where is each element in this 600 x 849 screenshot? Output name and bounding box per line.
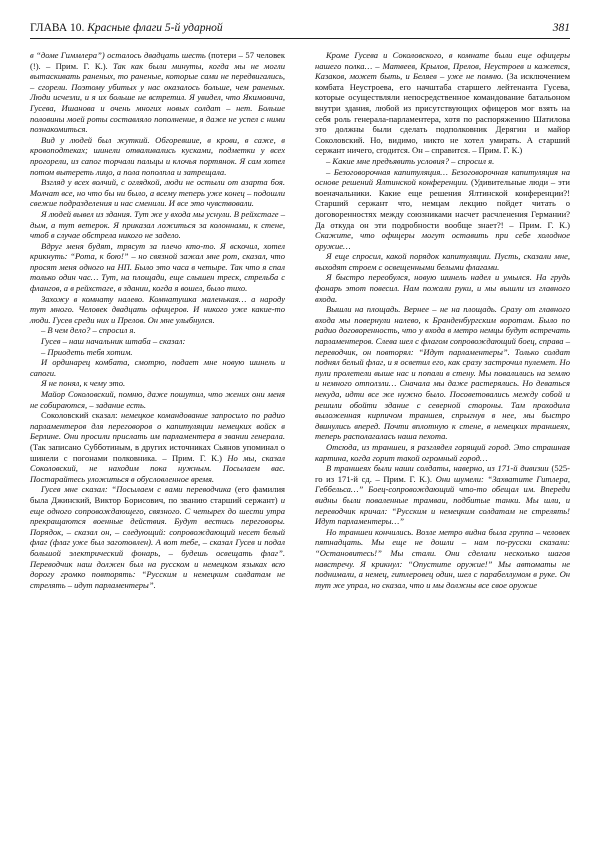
italic-text-run: Отсюда, из траншеи, я разглядел горящий город. Это страшная картина, когда горит такой огромный город… <box>315 441 570 463</box>
page-header <box>30 20 570 39</box>
italic-text-run: Гусев мне сказал: “Посылаем с вами переводчика <box>41 484 232 495</box>
italic-text-run: Но мы, сказал Соколовский, не находим пока нужным. Посылаем вас. Постарайтесь уложиться в обусловленное время. <box>30 452 285 484</box>
chapter-label: ГЛАВА 10. <box>30 22 85 34</box>
text-run: (его фамилия была Джинский, Виктор Борисович, по званию старший сержант) <box>30 484 285 505</box>
paragraph <box>30 484 285 590</box>
paragraph <box>315 272 570 304</box>
italic-text-run: Гусев – наш начальник штаба – сказал: <box>41 336 186 347</box>
italic-text-run: – Безоговорочная капитуляция… Безоговорочная капитуляция на основе решений Ялтинской конференции. <box>315 166 570 188</box>
italic-text-run: Я еще спросил, какой порядок капитуляции. Пусть, сказали мне, выходят строем с освещенными белыми флагами. <box>315 251 570 272</box>
text-run: (Так записано Субботиным, в других источниках Сьянов упоминал о шинели с погонами полковника. – Прим. Г. К.) <box>30 441 285 463</box>
paragraph <box>30 357 285 378</box>
italic-text-run: Они шумели: “Захватите Гитлера, Геббельса…” Боец-сопровождающий что-то обещал им. Впереди видны были поваленные трамваи, подбитые танки. Мы шли, и переводчик кричал: “Русским и немецким солдатам не стрелять! Идут парламентеры…” <box>315 473 570 527</box>
paragraph <box>30 177 285 209</box>
italic-text-run: – Приодеть тебя хотим. <box>41 346 133 357</box>
right-text-column <box>315 50 570 590</box>
italic-text-run: Вышли на площадь. Вернее – не на площадь. Сразу от главного входа мы повернули налево, к Бранденбургским воротам. Было по радио договоренность, что у входа в метро немцы будут встречать парламентеров. Слева шел с флагом сопровождающий боец, справа – переводчик, он повторял: “Идут парламентеры”. Только солдат поднял белый флаг, и я осветил его, как сразу застрочил пулемет. Но пули пролетели выше нас и попали в стену. Мы повалились на землю и немного отползли… Сначала мы даже растерялись. Но деваться некуда, идти все же нужно было. Посоветовались между собой и решили обойти здание с северной стороны. Там проходила выложенная кирпичом траншея, спрыгнув в нее, мы быстро двинулись вперед. Почти вплотную к стене, в немецких траншеях, теперь располагалась наша пехота. <box>315 304 570 442</box>
running-head <box>30 20 223 36</box>
paragraph <box>315 156 570 167</box>
paragraph <box>30 325 285 336</box>
italic-text-run: Кроме Гусева и Соколовского, в комнате были еще офицеры нашего полка… – Матвеев, Крылов, Прелов, Неустроев и кажется, Казаков, может быть, и Беляев – уже не помню. <box>315 50 570 82</box>
italic-text-run: и еще одного сопровождающего, связного. С четырех до шести утра прекращаются военные действия. Будут вестись переговоры. Порядок, – сказал он, – следующий: сопровождающий несет белый флаг (флаг уже был заготовлен). А вот тебе, – сказал Гусев и подал большой электрический фонарь, – будешь освещать флаг”. Переводчик наш должен был на русском и немецком языках всю дорогу громко повторять: “Русским и немецким солдатам не стрелять – идут парламентеры”. <box>30 494 285 590</box>
paragraph <box>30 347 285 358</box>
chapter-title: Красные флаги 5-й ударной <box>87 22 223 34</box>
italic-text-run: Вид у людей был жуткий. Обгоревшие, в крови, в саже, в кровоподтеках; шинели отваливались кусками, подметки у всех прогорели, из сапог торчали пальцы и клочья портянок. Я сам хотел потом вытереть лицо, а пола пополпла и затрещала. <box>30 134 285 177</box>
italic-text-run: Я не понял, к чему это. <box>41 378 126 389</box>
italic-text-run: Скажите, что офицеры могут оставить при себе холодное оружие… <box>315 230 570 251</box>
paragraph <box>30 389 285 410</box>
text-run: (525-го из 171-й сд. – Прим. Г. К.). <box>315 463 571 484</box>
paragraph <box>30 209 285 241</box>
italic-text-run: Я быстро переобулся, новую шинель надел и умылся. На грудь фонарь этот повесил. Нам пожали руки, и мы вышли из главного входа. <box>315 272 570 304</box>
paragraph <box>315 167 570 252</box>
text-run: (Удивительные люди – эти военачальники. Какие еще решения Ялтинской конференции?! Старший сержант что, немцам лекцию пойдет читать о договоренностях между союзниками насчет расчленения Германии? Да откуда он эти подробности вообще знает?! – Прим. Г. К.) <box>315 177 570 230</box>
paragraph <box>315 304 570 442</box>
italic-text-run: Но траншеи кончились. Возле метро видна была группа – человек пятнадцать. Мы еще не дошли – нам по-русски сказали: “Остановитесь!” Мы стали. Они сделали несколько шагов навстречу. Я крикнул: “Опустите оружие!” Мы автоматы не поднимали, а немец, гитлеровец один, шел с парабеллумом в руке. Он тут же упрал, но сказал, что и мы должны все свое оружие <box>315 526 570 590</box>
italic-text-run: Захожу в комнату налево. Комнатушка маленькая… а народу тут много. Человек двадцать офицеров. И никого уже какие-то люди. Гусев среди них и Прелов. Он мне улыбнулся. <box>30 293 285 325</box>
italic-text-run: И ординарец комбата, смотрю, подает мне новую шинель и сапоги. <box>30 357 285 378</box>
italic-text-run: в “доме Гиммлера”) осталось двадцать шесть <box>30 50 206 60</box>
italic-text-run: – В чем дело? – спросил я. <box>41 325 136 336</box>
italic-text-run: немецкое командование запросило по радио парламентеров для переговоров о капитуляции немецких войск в Берлине. Они просили прислать им парламентера в звании генерала. <box>30 410 285 442</box>
italic-text-run: Я людей вывел из здания. Тут же у входа мы уснули. В рейхстаге – дым, а тут ветерок. Я приказал ложиться за колоннами, к стене, чтоб в случае обстрела никого не задело. <box>30 208 285 241</box>
italic-text-run: Так как были минуты, когда мы не могли вытаскивать раненых, то раненые, которые сами не передвигались, – сгорели. Поэтому убитых у нас оказалось больше, чем раненых. Люди исчезли, и я их больше не встретил. Я увидел, что Якимовича, Гусева, Ишанова и очень многих новых солдат – нет. Больше половины моей роты составляло пополнение, я даже не успел с ними познакомиться. <box>30 60 285 135</box>
paragraph <box>30 135 285 177</box>
italic-text-run: Взгляд у всех волчий, с оглядкой, люди не остыли от азарта боя. Молчат все, но что бы ни было, а всему теперь уже конец – подошли свежие подразделения и нас сменили. И все это чувствовали. <box>30 177 285 209</box>
paragraph <box>315 442 570 463</box>
italic-text-run: В траншеях были наши солдаты, наверно, из 171-й дивизии <box>326 463 549 474</box>
paragraph <box>315 251 570 272</box>
paragraph <box>30 241 285 294</box>
paragraph <box>315 527 570 591</box>
paragraph <box>30 378 285 389</box>
italic-text-run: Вдруг меня будят, трясут за плечо кто-то. Я вскочил, хотел крикнуть: “Рота, к бою!” – но связной зажал мне рот, сказал, что просят меня одного на НП. Было это часа в четыре. Так что я спал только один час… Тут, на площади, еще слышен треск, стрельба с флангов, а в рейхстаге, в здании, когда я вошел, было тихо. <box>30 240 285 294</box>
italic-text-run: – Какие мне предъявить условия? – спросил я. <box>326 155 495 166</box>
left-text-column <box>30 50 285 590</box>
paragraph <box>30 410 285 484</box>
italic-text-run: Майор Соколовский, помню, даже пошутил, что жених они меня не собираются, – задание есть. <box>30 389 285 410</box>
text-run: (За исключением комбата Неустроева, его начштаба старшего лейтенанта Гусева, которые осуществляли непосредственное командование батальоном внутри здания, любой из присутствующих офицеров мог взять на себя роль генерала-парламентера, хотя по распоряжению Шатилова это должны были сделать подполковник Дерягин и майор Соколовский. Но, видимо, никто не хотел умирать. А старший сержант ничего, сгодится. Он – справится. – Прим. Г. К.) <box>315 71 571 156</box>
page-number: 381 <box>552 22 570 34</box>
text-run: Соколовский сказал: <box>41 410 121 421</box>
paragraph <box>30 336 285 347</box>
paragraph <box>315 50 570 156</box>
paragraph <box>30 294 285 326</box>
text-run: (потери – 57 человек (!). – Прим. Г. К.). <box>30 50 286 71</box>
paragraph <box>315 463 570 527</box>
paragraph <box>30 50 285 135</box>
